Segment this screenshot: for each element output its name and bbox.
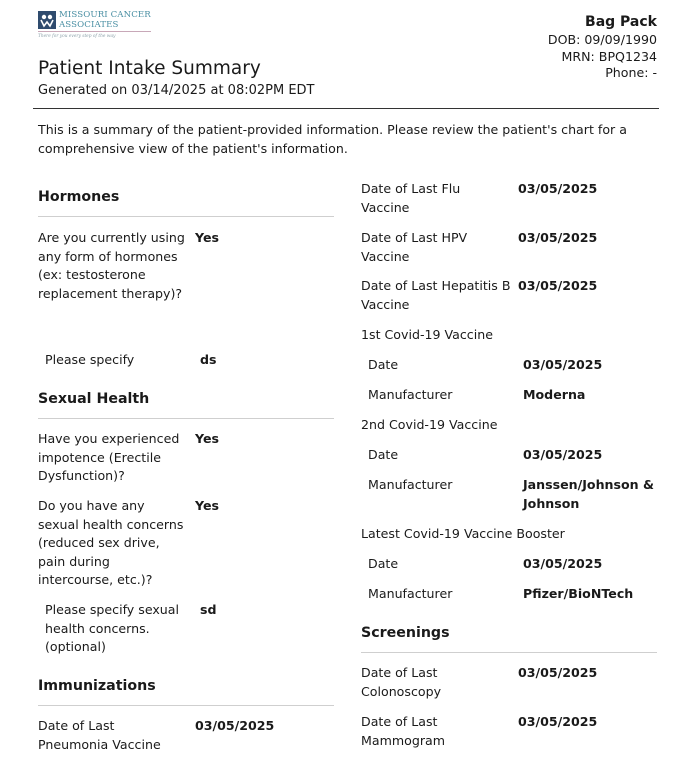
clinic-name-line1: MISSOURI CANCER xyxy=(59,10,151,20)
answer-impotence: Yes xyxy=(195,431,220,446)
clinic-name xyxy=(59,10,151,30)
section-heading-hormones: Hormones xyxy=(38,189,120,205)
answer-sexual-concerns-specify: sd xyxy=(200,602,217,617)
section-heading-screenings: Screenings xyxy=(361,625,450,641)
clinic-name-line2: ASSOCIATES xyxy=(59,20,119,30)
covid-1-date-label: Date xyxy=(368,357,399,372)
section-divider xyxy=(38,418,334,419)
covid-2-manufacturer-label: Manufacturer xyxy=(368,477,453,492)
section-heading-immunizations: Immunizations xyxy=(38,678,156,694)
question-sexual-concerns: Do you have any sexual health concerns (reduced sex drive, pain during intercourse, etc.)? xyxy=(38,498,184,587)
answer-sexual-concerns: Yes xyxy=(195,498,220,513)
covid-2-title: 2nd Covid-19 Vaccine xyxy=(361,417,498,432)
header-divider xyxy=(33,108,659,109)
label-mammogram: Date of Last Mammogram xyxy=(361,714,445,748)
booster-title: Latest Covid-19 Vaccine Booster xyxy=(361,526,565,541)
label-colonoscopy: Date of Last Colonoscopy xyxy=(361,665,442,699)
question-hormone-use: Are you currently using any form of hormones (ex: testosterone replacement therapy)? xyxy=(38,230,185,301)
patient-dob: DOB: 09/09/1990 xyxy=(547,32,657,47)
covid-2-date-label: Date xyxy=(368,447,399,462)
booster-date-value: 03/05/2025 xyxy=(523,556,603,571)
question-hormone-specify: Please specify xyxy=(45,352,135,367)
section-divider xyxy=(38,216,334,217)
booster-date-label: Date xyxy=(368,556,399,571)
covid-1-manufacturer-value: Moderna xyxy=(523,387,586,402)
summary-intro: This is a summary of the patient-provided information. Please review the patient's chart for a comprehensive view of the patient's information. xyxy=(38,122,627,156)
label-hpv-vaccine: Date of Last HPV Vaccine xyxy=(361,230,468,264)
question-sexual-concerns-specify: Please specify sexual health concerns. (optional) xyxy=(45,602,180,654)
answer-hormone-use: Yes xyxy=(195,230,220,245)
covid-1-title: 1st Covid-19 Vaccine xyxy=(361,327,493,342)
value-mammogram: 03/05/2025 xyxy=(518,714,598,729)
value-hepatitis-b-vaccine: 03/05/2025 xyxy=(518,278,598,293)
clinic-logo-icon xyxy=(38,11,56,29)
patient-name: Bag Pack xyxy=(585,14,657,30)
answer-hormone-specify: ds xyxy=(200,352,217,367)
clinic-tagline: There for you every step of the way xyxy=(38,34,116,39)
patient-info xyxy=(548,12,657,82)
generated-timestamp: Generated on 03/14/2025 at 08:02PM EDT xyxy=(38,83,315,98)
booster-manufacturer-value: Pfizer/BioNTech xyxy=(523,586,634,601)
covid-2-date-value: 03/05/2025 xyxy=(523,447,603,462)
clinic-logo xyxy=(38,10,158,42)
page-title: Patient Intake Summary xyxy=(38,58,261,79)
covid-1-date-value: 03/05/2025 xyxy=(523,357,603,372)
booster-manufacturer-label: Manufacturer xyxy=(368,586,453,601)
label-flu-vaccine: Date of Last Flu Vaccine xyxy=(361,181,461,215)
value-pneumonia-vaccine: 03/05/2025 xyxy=(195,718,275,733)
covid-2-manufacturer-value: Janssen/Johnson & Johnson xyxy=(523,477,654,511)
section-divider xyxy=(361,652,657,653)
patient-mrn: MRN: BPQ1234 xyxy=(561,48,657,64)
value-colonoscopy: 03/05/2025 xyxy=(518,665,598,680)
section-divider xyxy=(38,705,334,706)
value-flu-vaccine: 03/05/2025 xyxy=(518,181,598,196)
label-pneumonia-vaccine: Date of Last Pneumonia Vaccine xyxy=(38,718,161,752)
label-hepatitis-b-vaccine: Date of Last Hepatitis B Vaccine xyxy=(361,278,511,312)
logo-divider xyxy=(38,31,151,32)
value-hpv-vaccine: 03/05/2025 xyxy=(518,230,598,245)
section-heading-sexual-health: Sexual Health xyxy=(38,391,150,407)
patient-phone: Phone: - xyxy=(605,65,657,80)
question-impotence: Have you experienced impotence (Erectile Dysfunction)? xyxy=(38,431,180,483)
covid-1-manufacturer-label: Manufacturer xyxy=(368,387,453,402)
